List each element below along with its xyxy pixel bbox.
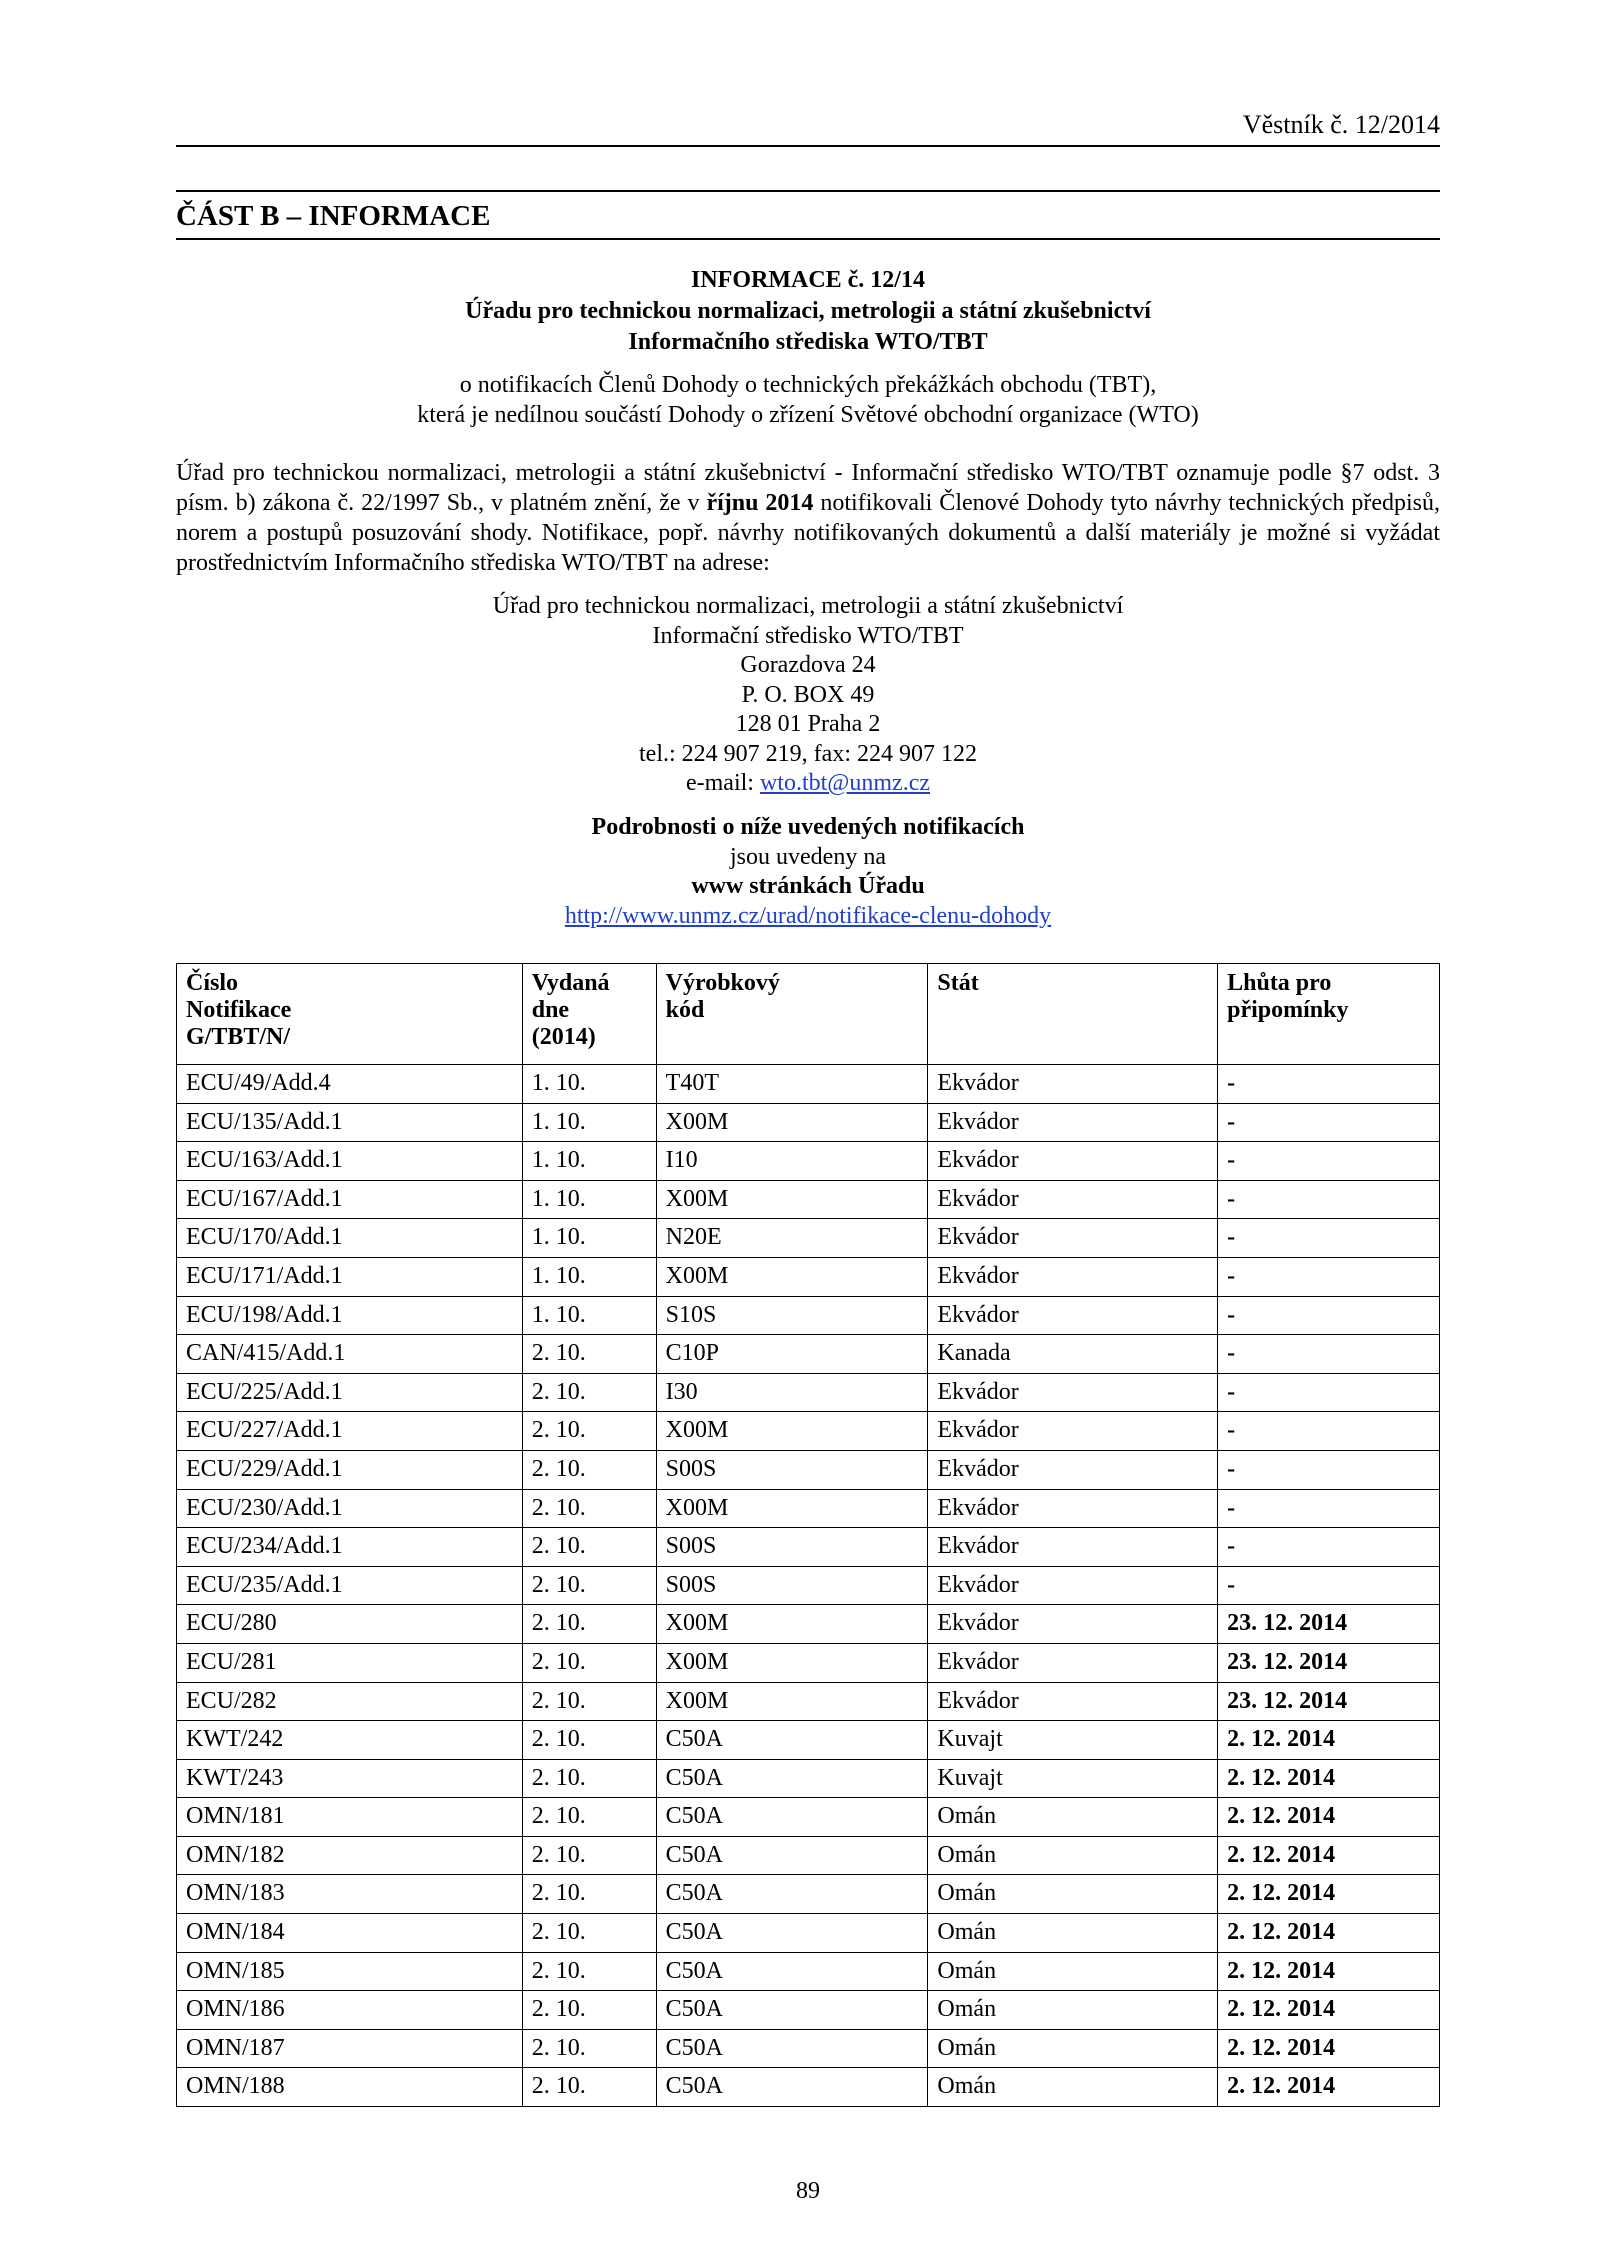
- address-line-2: Informační středisko WTO/TBT: [652, 622, 964, 649]
- details-block: [176, 813, 1440, 931]
- table-row: [177, 1219, 1440, 1258]
- cell-notification-number: ECU/282: [177, 1682, 523, 1721]
- cell-notification-number: ECU/49/Add.4: [177, 1065, 523, 1104]
- notifications-table: [176, 963, 1440, 2107]
- table-row: [177, 1103, 1440, 1142]
- cell-country: Ekvádor: [928, 1643, 1218, 1682]
- heading-line-3: Informačního střediska WTO/TBT: [628, 329, 988, 355]
- subject-line-1: o notifikacích Členů Dohody o technických překážkách obchodu (TBT),: [459, 372, 1157, 398]
- cell-notification-number: ECU/281: [177, 1643, 523, 1682]
- cell-issued-date: 2. 10.: [522, 1836, 656, 1875]
- table-row: [177, 1682, 1440, 1721]
- intro-text-1: Úřad pro technickou normalizaci, metrologii a státní zkušebnictví - Informační středisko WTO/TBT oznamuje podle §7 odst. 3 písm. b) zákona č. 22/1997 Sb., v platném znění, že v: [176, 460, 1440, 516]
- email-prefix: e-mail:: [685, 770, 760, 796]
- address-line-6: tel.: 224 907 219, fax: 224 907 122: [639, 740, 977, 767]
- cell-comment-deadline: -: [1218, 1065, 1440, 1104]
- table-row: [177, 1759, 1440, 1798]
- cell-product-code: X00M: [656, 1180, 928, 1219]
- cell-comment-deadline: 2. 12. 2014: [1218, 2029, 1440, 2068]
- cell-country: Omán: [928, 1875, 1218, 1914]
- cell-notification-number: OMN/187: [177, 2029, 523, 2068]
- address-line-1: Úřad pro technickou normalizaci, metrologii a státní zkušebnictví: [492, 593, 1124, 619]
- table-row: [177, 1605, 1440, 1644]
- cell-comment-deadline: 2. 12. 2014: [1218, 1991, 1440, 2030]
- cell-comment-deadline: -: [1218, 1296, 1440, 1335]
- cell-notification-number: ECU/198/Add.1: [177, 1296, 523, 1335]
- cell-country: Ekvádor: [928, 1605, 1218, 1644]
- cell-notification-number: ECU/171/Add.1: [177, 1257, 523, 1296]
- cell-comment-deadline: 2. 12. 2014: [1218, 1952, 1440, 1991]
- cell-issued-date: 2. 10.: [522, 1914, 656, 1953]
- address-line-3: Gorazdova 24: [740, 652, 876, 678]
- cell-country: Omán: [928, 1952, 1218, 1991]
- table-row: [177, 1373, 1440, 1412]
- header-notification-number: Číslo Notifikace G/TBT/N/: [177, 964, 523, 1065]
- cell-notification-number: OMN/186: [177, 1991, 523, 2030]
- cell-issued-date: 1. 10.: [522, 1103, 656, 1142]
- cell-product-code: C50A: [656, 1721, 928, 1760]
- details-line-3: www stránkách Úřadu: [691, 873, 925, 899]
- heading-line-1: INFORMACE č. 12/14: [691, 267, 925, 293]
- cell-comment-deadline: -: [1218, 1335, 1440, 1374]
- cell-issued-date: 1. 10.: [522, 1180, 656, 1219]
- cell-issued-date: 2. 10.: [522, 1489, 656, 1528]
- information-heading: [176, 265, 1440, 358]
- cell-country: Omán: [928, 1991, 1218, 2030]
- header-issued-date: Vydaná dne (2014): [522, 964, 656, 1065]
- cell-notification-number: ECU/170/Add.1: [177, 1219, 523, 1258]
- table-row: [177, 1528, 1440, 1567]
- address-line-5: 128 01 Praha 2: [735, 711, 881, 737]
- cell-issued-date: 2. 10.: [522, 1759, 656, 1798]
- cell-notification-number: ECU/163/Add.1: [177, 1142, 523, 1181]
- cell-notification-number: ECU/135/Add.1: [177, 1103, 523, 1142]
- address-line-4: P. O. BOX 49: [741, 681, 875, 708]
- table-row: [177, 1142, 1440, 1181]
- table-row: [177, 1065, 1440, 1104]
- cell-comment-deadline: 2. 12. 2014: [1218, 1914, 1440, 1953]
- table-row: [177, 1412, 1440, 1451]
- cell-issued-date: 2. 10.: [522, 1335, 656, 1374]
- cell-comment-deadline: -: [1218, 1142, 1440, 1181]
- cell-country: Omán: [928, 1914, 1218, 1953]
- cell-product-code: C50A: [656, 1991, 928, 2030]
- cell-comment-deadline: -: [1218, 1257, 1440, 1296]
- cell-product-code: C50A: [656, 2068, 928, 2107]
- cell-notification-number: OMN/183: [177, 1875, 523, 1914]
- cell-notification-number: ECU/280: [177, 1605, 523, 1644]
- cell-issued-date: 2. 10.: [522, 1875, 656, 1914]
- table-row: [177, 2029, 1440, 2068]
- table-row: [177, 1180, 1440, 1219]
- details-line-2: jsou uvedeny na: [730, 843, 886, 870]
- table-row: [177, 2068, 1440, 2107]
- cell-comment-deadline: 23. 12. 2014: [1218, 1682, 1440, 1721]
- cell-country: Omán: [928, 1798, 1218, 1837]
- header-comment-deadline: Lhůta pro připomínky: [1218, 964, 1440, 1065]
- cell-issued-date: 2. 10.: [522, 1450, 656, 1489]
- table-row: [177, 1721, 1440, 1760]
- table-row: [177, 1952, 1440, 1991]
- table-row: [177, 1450, 1440, 1489]
- header-rule: [176, 145, 1440, 147]
- cell-product-code: S10S: [656, 1296, 928, 1335]
- address-email-line: [176, 769, 1440, 799]
- cell-country: Ekvádor: [928, 1065, 1218, 1104]
- cell-comment-deadline: -: [1218, 1566, 1440, 1605]
- table-row: [177, 1798, 1440, 1837]
- cell-product-code: S00S: [656, 1566, 928, 1605]
- cell-country: Ekvádor: [928, 1103, 1218, 1142]
- header-country: Stát: [928, 964, 1218, 1065]
- cell-notification-number: ECU/225/Add.1: [177, 1373, 523, 1412]
- email-link[interactable]: wto.tbt@unmz.cz: [759, 770, 931, 796]
- cell-issued-date: 2. 10.: [522, 1798, 656, 1837]
- heading-line-2: Úřadu pro technickou normalizaci, metrologii a státní zkušebnictví: [465, 298, 1151, 324]
- cell-comment-deadline: -: [1218, 1219, 1440, 1258]
- address-block: [176, 592, 1440, 799]
- subject-line-2: která je nedílnou součástí Dohody o zřízení Světové obchodní organizace (WTO): [417, 402, 1199, 428]
- cell-issued-date: 2. 10.: [522, 1991, 656, 2030]
- table-row: [177, 1991, 1440, 2030]
- cell-comment-deadline: -: [1218, 1180, 1440, 1219]
- cell-country: Ekvádor: [928, 1489, 1218, 1528]
- cell-product-code: X00M: [656, 1643, 928, 1682]
- cell-comment-deadline: -: [1218, 1412, 1440, 1451]
- cell-comment-deadline: 2. 12. 2014: [1218, 1721, 1440, 1760]
- cell-product-code: C50A: [656, 1836, 928, 1875]
- cell-notification-number: OMN/181: [177, 1798, 523, 1837]
- cell-country: Kanada: [928, 1335, 1218, 1374]
- cell-issued-date: 2. 10.: [522, 1528, 656, 1567]
- cell-notification-number: ECU/229/Add.1: [177, 1450, 523, 1489]
- cell-notification-number: OMN/185: [177, 1952, 523, 1991]
- cell-comment-deadline: 2. 12. 2014: [1218, 1875, 1440, 1914]
- cell-notification-number: KWT/242: [177, 1721, 523, 1760]
- table-row: [177, 1566, 1440, 1605]
- cell-comment-deadline: -: [1218, 1103, 1440, 1142]
- intro-paragraph: [176, 458, 1440, 578]
- cell-issued-date: 2. 10.: [522, 1566, 656, 1605]
- cell-country: Ekvádor: [928, 1412, 1218, 1451]
- cell-country: Ekvádor: [928, 1180, 1218, 1219]
- cell-notification-number: OMN/184: [177, 1914, 523, 1953]
- cell-notification-number: ECU/227/Add.1: [177, 1412, 523, 1451]
- cell-issued-date: 2. 10.: [522, 1605, 656, 1644]
- cell-country: Ekvádor: [928, 1528, 1218, 1567]
- cell-product-code: X00M: [656, 1489, 928, 1528]
- cell-product-code: I30: [656, 1373, 928, 1412]
- cell-product-code: C50A: [656, 1914, 928, 1953]
- cell-country: Kuvajt: [928, 1721, 1218, 1760]
- cell-product-code: C50A: [656, 1759, 928, 1798]
- cell-notification-number: ECU/235/Add.1: [177, 1566, 523, 1605]
- cell-comment-deadline: -: [1218, 1489, 1440, 1528]
- cell-issued-date: 2. 10.: [522, 2029, 656, 2068]
- cell-issued-date: 1. 10.: [522, 1296, 656, 1335]
- cell-product-code: X00M: [656, 1412, 928, 1451]
- cell-comment-deadline: 23. 12. 2014: [1218, 1643, 1440, 1682]
- cell-issued-date: 1. 10.: [522, 1257, 656, 1296]
- cell-product-code: C50A: [656, 1798, 928, 1837]
- cell-notification-number: KWT/243: [177, 1759, 523, 1798]
- cell-notification-number: ECU/167/Add.1: [177, 1180, 523, 1219]
- details-url-link[interactable]: http://www.unmz.cz/urad/notifikace-clenu-dohody: [564, 902, 1052, 929]
- bulletin-issue: Věstník č. 12/2014: [1242, 110, 1440, 139]
- cell-country: Ekvádor: [928, 1219, 1218, 1258]
- section-rule-top: [176, 190, 1440, 192]
- cell-product-code: N20E: [656, 1219, 928, 1258]
- table-row: [177, 1914, 1440, 1953]
- cell-product-code: X00M: [656, 1257, 928, 1296]
- cell-issued-date: 2. 10.: [522, 1373, 656, 1412]
- intro-text-2: notifikovali Členové Dohody tyto návrhy technických předpisů, norem a postupů posuzování shody. Notifikace, popř. návrhy notifikovaných dokumentů a další materiály je možné si vyžádat prostřednictvím Informačního střediska WTO/TBT na adrese:: [176, 490, 1440, 576]
- cell-issued-date: 1. 10.: [522, 1065, 656, 1104]
- cell-comment-deadline: 23. 12. 2014: [1218, 1605, 1440, 1644]
- intro-month: říjnu 2014: [706, 490, 814, 516]
- cell-comment-deadline: 2. 12. 2014: [1218, 2068, 1440, 2107]
- cell-product-code: S00S: [656, 1528, 928, 1567]
- cell-notification-number: ECU/234/Add.1: [177, 1528, 523, 1567]
- cell-notification-number: OMN/188: [177, 2068, 523, 2107]
- cell-country: Omán: [928, 2029, 1218, 2068]
- cell-issued-date: 1. 10.: [522, 1142, 656, 1181]
- part-title: ČÁST B – INFORMACE: [176, 200, 491, 232]
- cell-issued-date: 1. 10.: [522, 1219, 656, 1258]
- table-header-row: [177, 964, 1440, 1065]
- cell-product-code: C50A: [656, 2029, 928, 2068]
- cell-country: Omán: [928, 2068, 1218, 2107]
- page-number: 89: [796, 2178, 820, 2204]
- cell-product-code: C50A: [656, 1952, 928, 1991]
- cell-country: Ekvádor: [928, 1682, 1218, 1721]
- cell-product-code: X00M: [656, 1103, 928, 1142]
- cell-country: Ekvádor: [928, 1450, 1218, 1489]
- cell-country: Ekvádor: [928, 1142, 1218, 1181]
- table-row: [177, 1643, 1440, 1682]
- cell-product-code: S00S: [656, 1450, 928, 1489]
- cell-issued-date: 2. 10.: [522, 1721, 656, 1760]
- cell-comment-deadline: -: [1218, 1450, 1440, 1489]
- cell-product-code: C50A: [656, 1875, 928, 1914]
- cell-country: Kuvajt: [928, 1759, 1218, 1798]
- cell-country: Ekvádor: [928, 1296, 1218, 1335]
- cell-country: Ekvádor: [928, 1566, 1218, 1605]
- cell-issued-date: 2. 10.: [522, 1952, 656, 1991]
- cell-comment-deadline: 2. 12. 2014: [1218, 1798, 1440, 1837]
- cell-issued-date: 2. 10.: [522, 2068, 656, 2107]
- table-row: [177, 1836, 1440, 1875]
- cell-country: Ekvádor: [928, 1257, 1218, 1296]
- cell-issued-date: 2. 10.: [522, 1682, 656, 1721]
- cell-country: Omán: [928, 1836, 1218, 1875]
- cell-comment-deadline: 2. 12. 2014: [1218, 1836, 1440, 1875]
- table-row: [177, 1257, 1440, 1296]
- subject-block: [176, 370, 1440, 430]
- cell-notification-number: ECU/230/Add.1: [177, 1489, 523, 1528]
- details-line-1: Podrobnosti o níže uvedených notifikacích: [591, 814, 1025, 840]
- cell-comment-deadline: 2. 12. 2014: [1218, 1759, 1440, 1798]
- cell-product-code: I10: [656, 1142, 928, 1181]
- table-row: [177, 1875, 1440, 1914]
- cell-country: Ekvádor: [928, 1373, 1218, 1412]
- cell-issued-date: 2. 10.: [522, 1643, 656, 1682]
- table-row: [177, 1296, 1440, 1335]
- table-row: [177, 1489, 1440, 1528]
- cell-product-code: X00M: [656, 1605, 928, 1644]
- section-rule-bottom: [176, 238, 1440, 240]
- cell-product-code: C10P: [656, 1335, 928, 1374]
- cell-notification-number: CAN/415/Add.1: [177, 1335, 523, 1374]
- cell-issued-date: 2. 10.: [522, 1412, 656, 1451]
- header-product-code: Výrobkový kód: [656, 964, 928, 1065]
- cell-product-code: T40T: [656, 1065, 928, 1104]
- cell-product-code: X00M: [656, 1682, 928, 1721]
- cell-notification-number: OMN/182: [177, 1836, 523, 1875]
- cell-comment-deadline: -: [1218, 1373, 1440, 1412]
- cell-comment-deadline: -: [1218, 1528, 1440, 1567]
- table-row: [177, 1335, 1440, 1374]
